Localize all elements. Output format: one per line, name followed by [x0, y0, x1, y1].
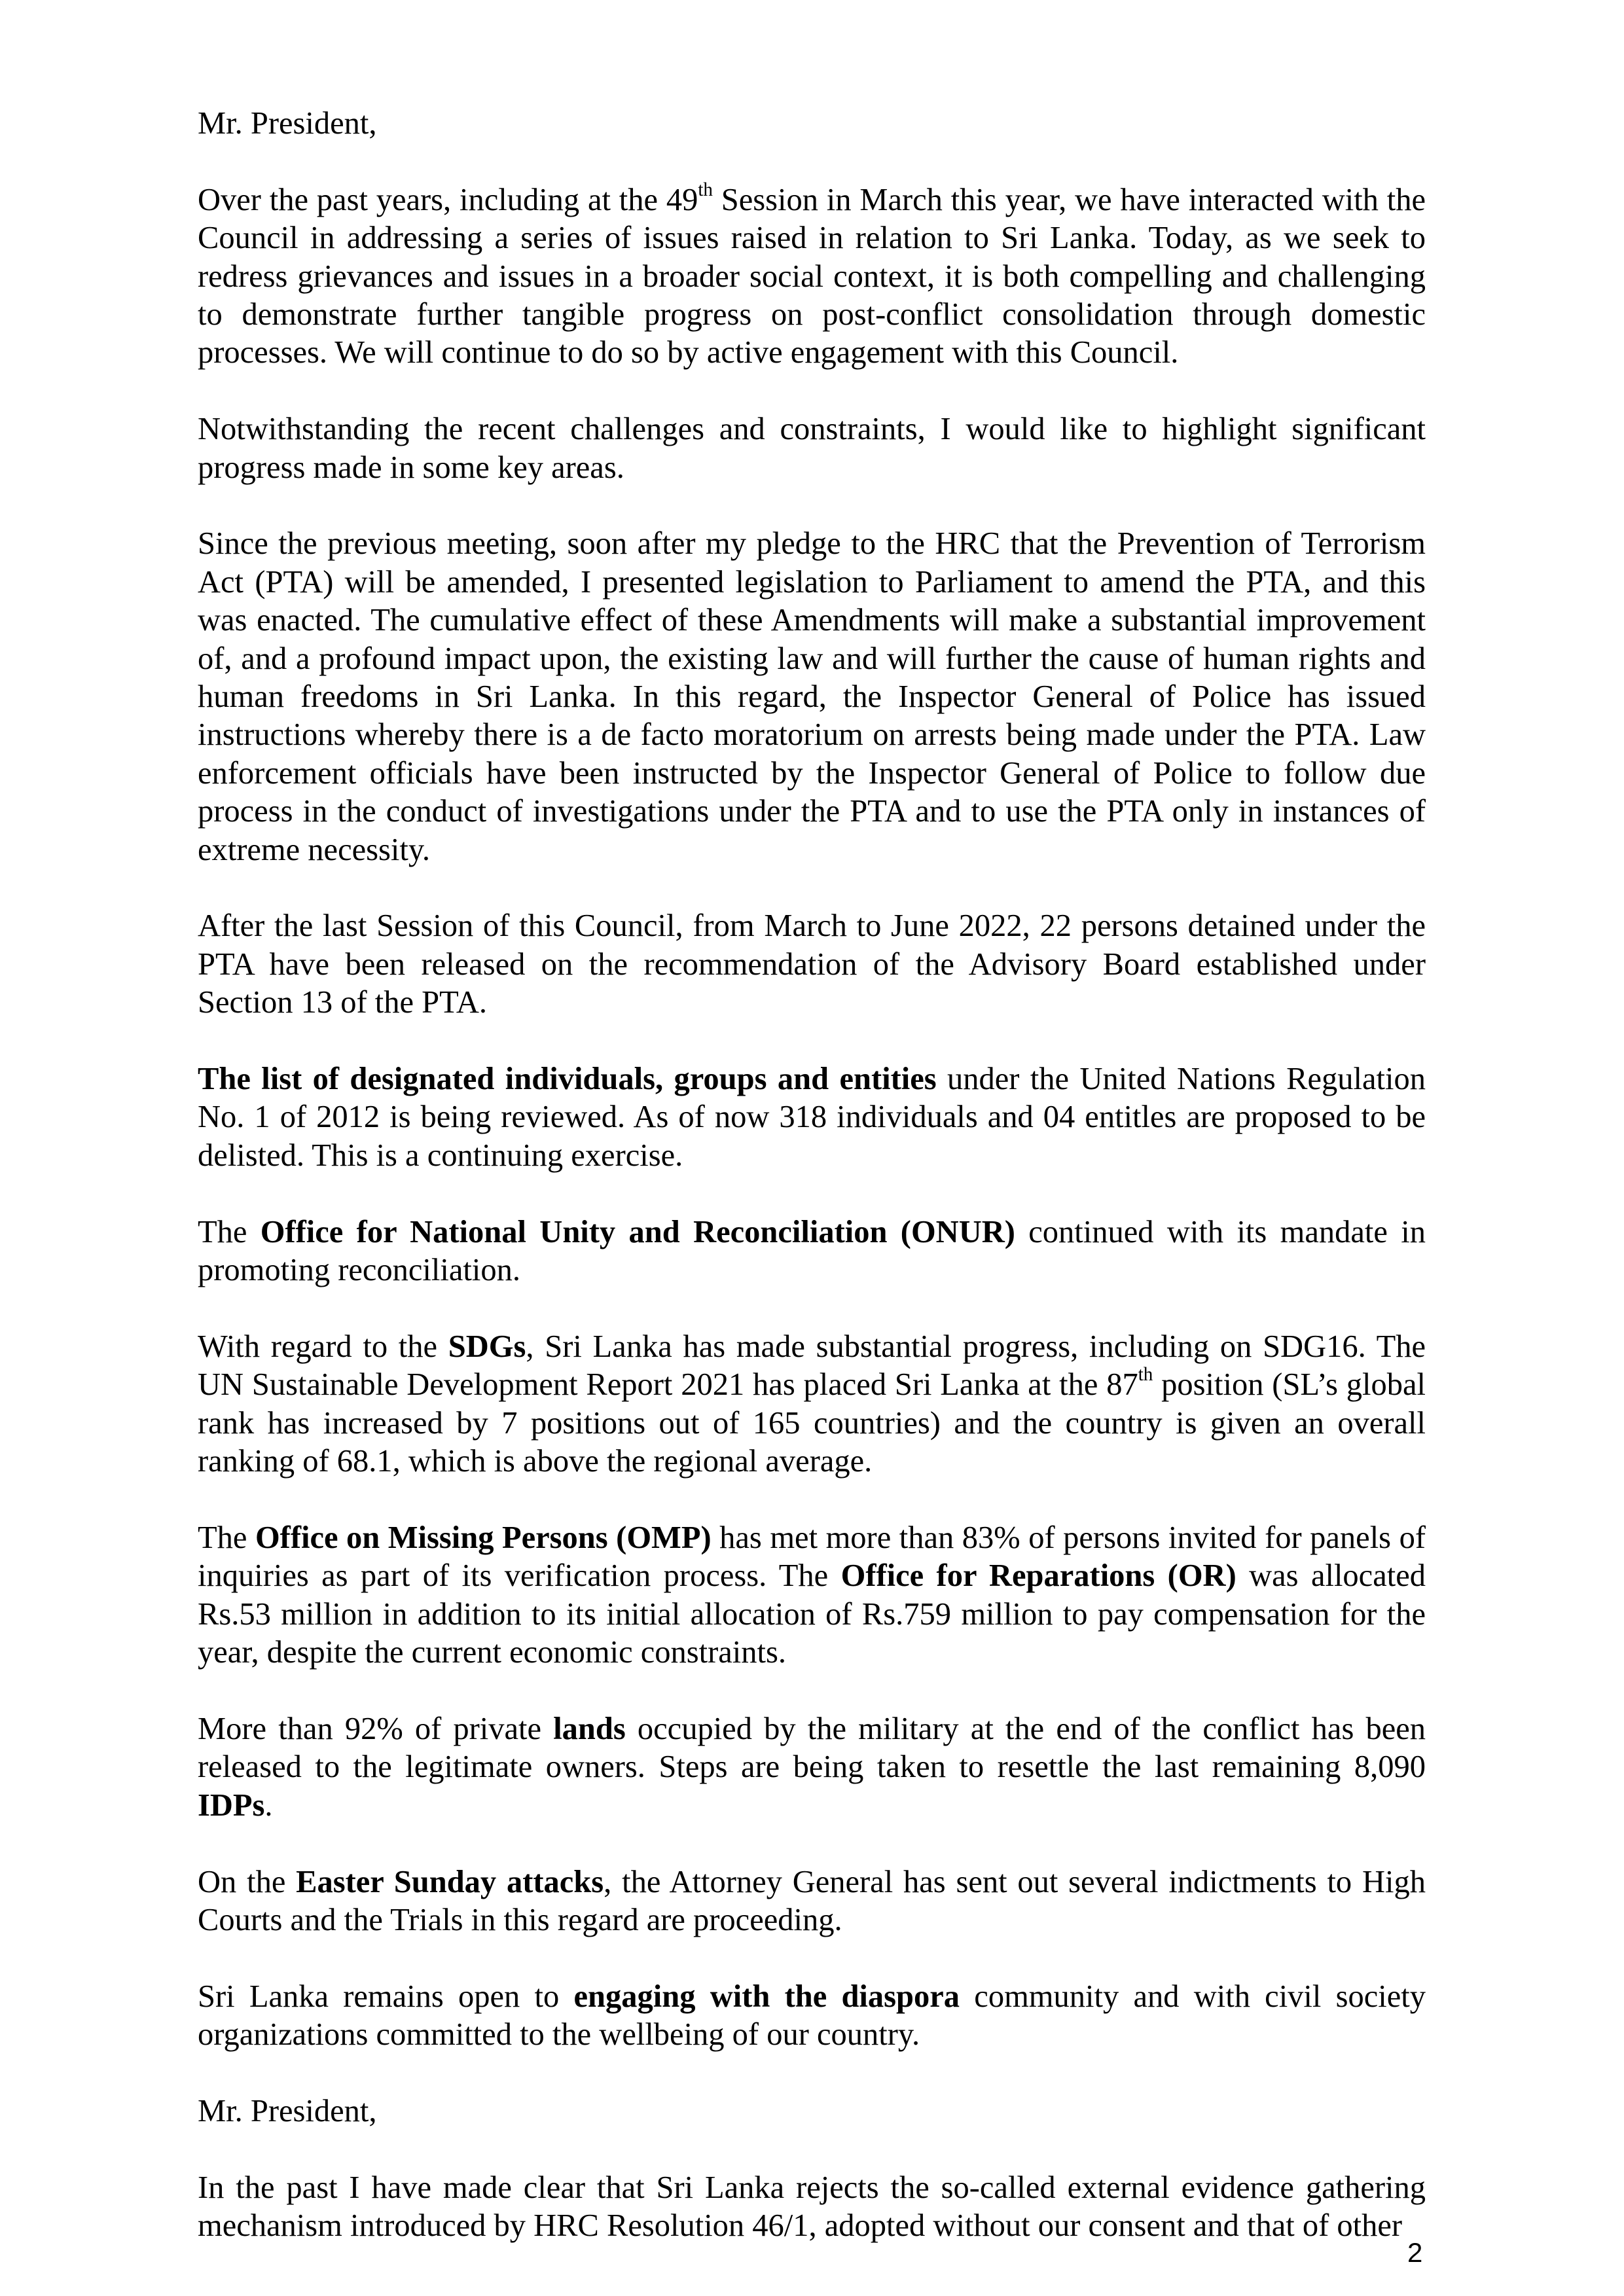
paragraph-progress-intro	[198, 410, 1426, 487]
paragraph-text: , the Attorney General has sent out several indictments to High Courts and the Trials in this regard are proceeding.	[198, 1864, 1426, 1937]
paragraph-designated-list	[198, 1060, 1426, 1175]
paragraph-easter-sunday	[198, 1863, 1426, 1940]
bold-phrase: Office for Reparations (OR)	[840, 1558, 1236, 1594]
paragraph-text: under the United Nations Regulation No. 1 of 2012 is being reviewed. As of now 318 individuals and 04 entitles are proposed to be delisted. This is a continuing exercise.	[198, 1062, 1426, 1173]
bold-phrase: lands	[553, 1711, 626, 1746]
paragraph-text: After the last Session of this Council, from March to June 2022, 22 persons detained under the PTA have been released on the recommendation of the Advisory Board established under Section 13 of the PTA.	[198, 908, 1426, 1020]
paragraph-text: More than 92% of private	[198, 1711, 554, 1746]
paragraph-text: Sri Lanka remains open to	[198, 1979, 574, 2014]
paragraph-text: continued with its mandate in promoting reconciliation.	[198, 1214, 1426, 1288]
paragraph-text: The	[198, 1214, 261, 1249]
paragraph-sdgs	[198, 1328, 1426, 1481]
salutation-text: Mr. President,	[198, 106, 377, 141]
paragraph-resolution-46-1	[198, 2169, 1426, 2246]
bold-phrase: Office on Missing Persons (OMP)	[255, 1520, 712, 1555]
paragraph-diaspora	[198, 1978, 1426, 2054]
salutation-text: Mr. President,	[198, 2093, 377, 2128]
paragraph-text: In the past I have made clear that Sri Lanka rejects the so-called external evidence gathering mechanism introduced by HRC Resolution 46/1, adopted without our consent and that of other	[198, 2170, 1426, 2244]
bold-phrase: The list of designated individuals, groups and entities	[198, 1062, 937, 1097]
paragraph-pta-amendment	[198, 525, 1426, 869]
paragraph-text: , Sri Lanka has made substantial progress, including on SDG16. The UN Sustainable Development Report 2021 has placed Sri Lanka at the 87	[198, 1329, 1426, 1403]
paragraph-text: The	[198, 1520, 255, 1555]
bold-phrase: Easter Sunday attacks	[296, 1864, 604, 1899]
paragraph-text: On the	[198, 1864, 297, 1899]
page-number: 2	[1407, 2237, 1423, 2268]
paragraph-text: has met more than 83% of persons invited for panels of inquiries as part of its verification process. The	[198, 1520, 1426, 1594]
paragraph-text: position (SL’s global rank has increased by 7 positions out of 165 countries) and the country is given an overall ranking of 68.1, which is above the regional average.	[198, 1367, 1426, 1479]
paragraph-onur	[198, 1213, 1426, 1290]
document-body	[198, 105, 1426, 2284]
bold-phrase: Office for National Unity and Reconciliation (ONUR)	[260, 1214, 1015, 1249]
paragraph-omp-or	[198, 1519, 1426, 1672]
paragraph-pta-releases	[198, 907, 1426, 1022]
paragraph-text: Over the past years, including at the 49	[198, 182, 698, 217]
paragraph-text: .	[264, 1787, 273, 1823]
paragraph-text: Session in March this year, we have interacted with the Council in addressing a series of issues raised in relation to Sri Lanka. Today, as we seek to redress grievances and issues in a broader social context, it is both compelling and challenging to demonstrate further tangible progress on post-conflict consolidation through domestic processes. We will continue to do so by active engagement with this Council.	[198, 182, 1426, 370]
paragraph-text: occupied by the military at the end of the conflict has been released to the legitimate owners. Steps are being taken to resettle the last remaining 8,090	[198, 1711, 1426, 1785]
paragraph-49th-session	[198, 181, 1426, 372]
paragraph-text: was allocated Rs.53 million in addition to its initial allocation of Rs.759 million to pay compensation for the year, despite the current economic constraints.	[198, 1558, 1426, 1670]
paragraph-lands-idps	[198, 1710, 1426, 1825]
bold-phrase: SDGs	[448, 1329, 526, 1364]
paragraph-text: With regard to the	[198, 1329, 448, 1364]
salutation	[198, 2092, 1426, 2130]
bold-phrase: engaging with the diaspora	[573, 1979, 960, 2014]
superscript: th	[1138, 1364, 1153, 1386]
paragraph-text: Since the previous meeting, soon after my pledge to the HRC that the Prevention of Terrorism Act (PTA) will be amended, I presented legislation to Parliament to amend the PTA, and this was enacted. The cumulative effect of these Amendments will make a substantial improvement of, and a profound impact upon, the existing law and will further the cause of human rights and human freedoms in Sri Lanka. In this regard, the Inspector General of Police has issued instructions whereby there is a de facto moratorium on arrests being made under the PTA. Law enforcement officials have been instructed by the Inspector General of Police to follow due process in the conduct of investigations under the PTA and to use the PTA only in instances of extreme necessity.	[198, 526, 1426, 867]
salutation	[198, 105, 1426, 143]
paragraph-text: community and with civil society organizations committed to the wellbeing of our country.	[198, 1979, 1426, 2053]
bold-phrase: IDPs	[198, 1787, 265, 1823]
paragraph-text: Notwithstanding the recent challenges and constraints, I would like to highlight significant progress made in some key areas.	[198, 412, 1426, 485]
superscript: th	[698, 179, 713, 200]
